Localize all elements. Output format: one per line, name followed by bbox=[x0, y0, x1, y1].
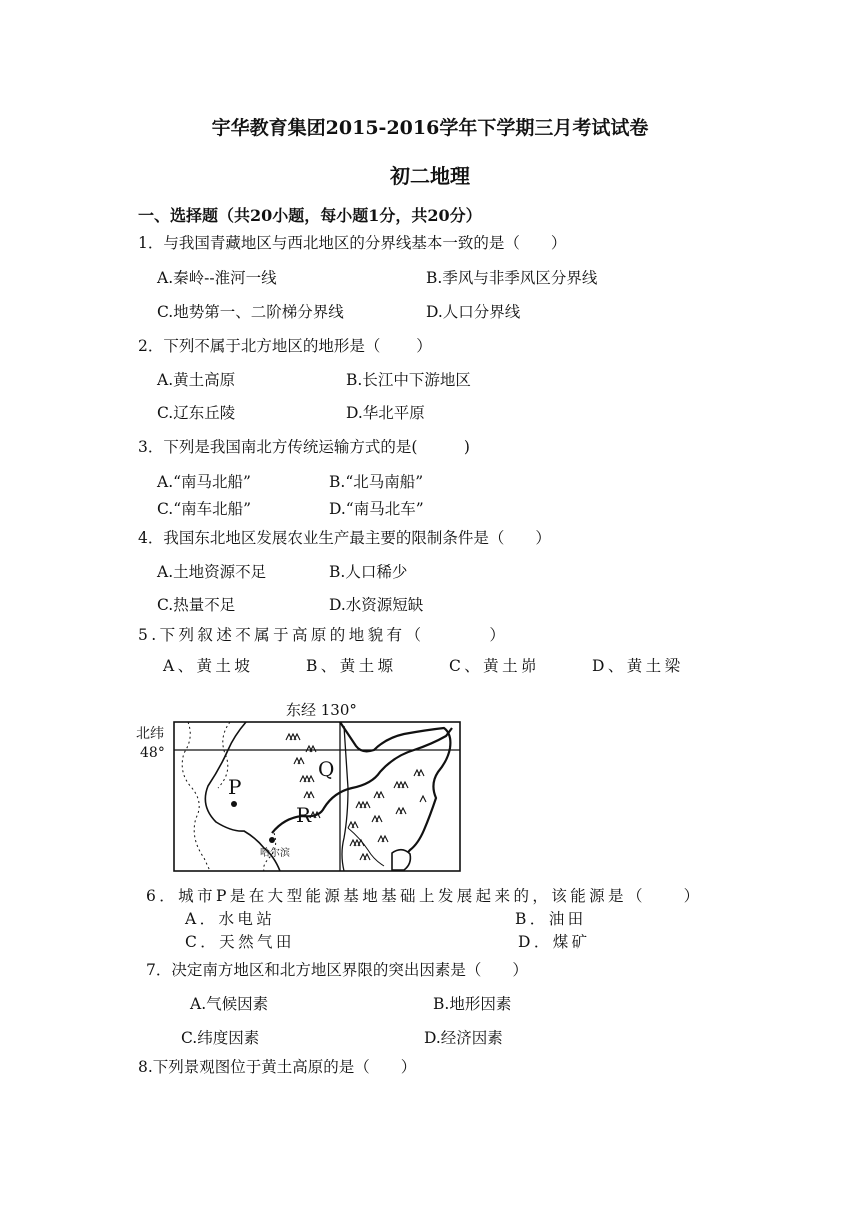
question-8-stem: 8.下列景观图位于黄土高原的是（ ） bbox=[138, 1058, 417, 1076]
river-small bbox=[348, 828, 384, 866]
question-2-option-c: C.辽东丘陵 bbox=[157, 404, 236, 422]
question-2-option-d: D.华北平原 bbox=[346, 404, 425, 422]
question-1-option-c: C.地势第一、二阶梯分界线 bbox=[157, 303, 344, 321]
question-5-option-d: D、黄土梁 bbox=[592, 657, 684, 675]
question-5-stem: 5.下列叙述不属于高原的地貌有（ ） bbox=[138, 626, 509, 644]
question-1-stem: 1．与我国青藏地区与西北地区的分界线基本一致的是（ ） bbox=[138, 234, 567, 252]
harbin-marker bbox=[269, 837, 275, 843]
question-2-option-b: B.长江中下游地区 bbox=[346, 371, 471, 389]
question-5-option-a: A、黄土坡 bbox=[163, 657, 254, 675]
question-6-stem: 6．城市P是在大型能源基地基础上发展起来的，该能源是（ ） bbox=[146, 887, 703, 905]
question-5-option-b: B、黄土塬 bbox=[306, 657, 397, 675]
question-7-option-d: D.经济因素 bbox=[424, 1029, 503, 1047]
question-5-option-c: C、黄土峁 bbox=[449, 657, 540, 675]
question-4-stem: 4．我国东北地区发展农业生产最主要的限制条件是（ ） bbox=[138, 529, 551, 547]
point-r-label: R bbox=[296, 803, 312, 827]
map-frame bbox=[174, 722, 460, 871]
question-6-option-d: D．煤矿 bbox=[518, 933, 591, 951]
question-7-option-c: C.纬度因素 bbox=[181, 1029, 260, 1047]
latitude-label-1: 北纬 bbox=[136, 726, 164, 742]
northeast-china-map bbox=[134, 698, 464, 876]
question-4-option-c: C.热量不足 bbox=[157, 596, 236, 614]
point-p-label: P bbox=[228, 775, 242, 799]
point-q-label: Q bbox=[318, 757, 335, 781]
latitude-label-2: 48° bbox=[140, 745, 165, 761]
question-1-option-a: A.秦岭--淮河一线 bbox=[157, 269, 277, 287]
question-1-option-b: B.季风与非季风区分界线 bbox=[426, 269, 598, 287]
question-2-stem: 2．下列不属于北方地区的地形是（ ） bbox=[138, 337, 432, 355]
question-6-option-b: B．油田 bbox=[515, 910, 587, 928]
question-3-option-c: C.“南车北船” bbox=[157, 500, 252, 518]
river-heilong bbox=[340, 722, 450, 870]
question-7-stem: 7．决定南方地区和北方地区界限的突出因素是（ ） bbox=[146, 961, 528, 979]
question-7-option-a: A.气候因素 bbox=[190, 995, 269, 1013]
point-p-marker bbox=[231, 801, 237, 807]
harbin-label: 哈尔滨 bbox=[260, 848, 290, 859]
section-heading: 一、选择题（共20小题，每小题1分，共20分） bbox=[138, 206, 482, 225]
question-7-option-b: B.地形因素 bbox=[433, 995, 512, 1013]
lake-xingkai bbox=[392, 850, 410, 870]
question-4-option-b: B.人口稀少 bbox=[329, 563, 408, 581]
question-3-option-d: D.“南马北车” bbox=[329, 500, 424, 518]
question-3-stem: 3．下列是我国南北方传统运输方式的是( ) bbox=[138, 438, 470, 456]
question-3-option-b: B.“北马南船” bbox=[329, 473, 424, 491]
page-subtitle: 初二地理 bbox=[390, 164, 470, 188]
longitude-label: 东经 130° bbox=[286, 701, 357, 719]
question-6-option-c: C．天然气田 bbox=[185, 933, 295, 951]
question-6-option-a: A．水电站 bbox=[185, 910, 276, 928]
question-2-option-a: A.黄土高原 bbox=[157, 371, 236, 389]
question-3-option-a: A.“南马北船” bbox=[157, 473, 251, 491]
question-1-option-d: D.人口分界线 bbox=[426, 303, 521, 321]
question-4-option-a: A.土地资源不足 bbox=[157, 563, 267, 581]
river-wusuli bbox=[342, 726, 348, 871]
page-title: 宇华教育集团2015-2016学年下学期三月考试试卷 bbox=[211, 117, 649, 139]
question-4-option-d: D.水资源短缺 bbox=[329, 596, 424, 614]
